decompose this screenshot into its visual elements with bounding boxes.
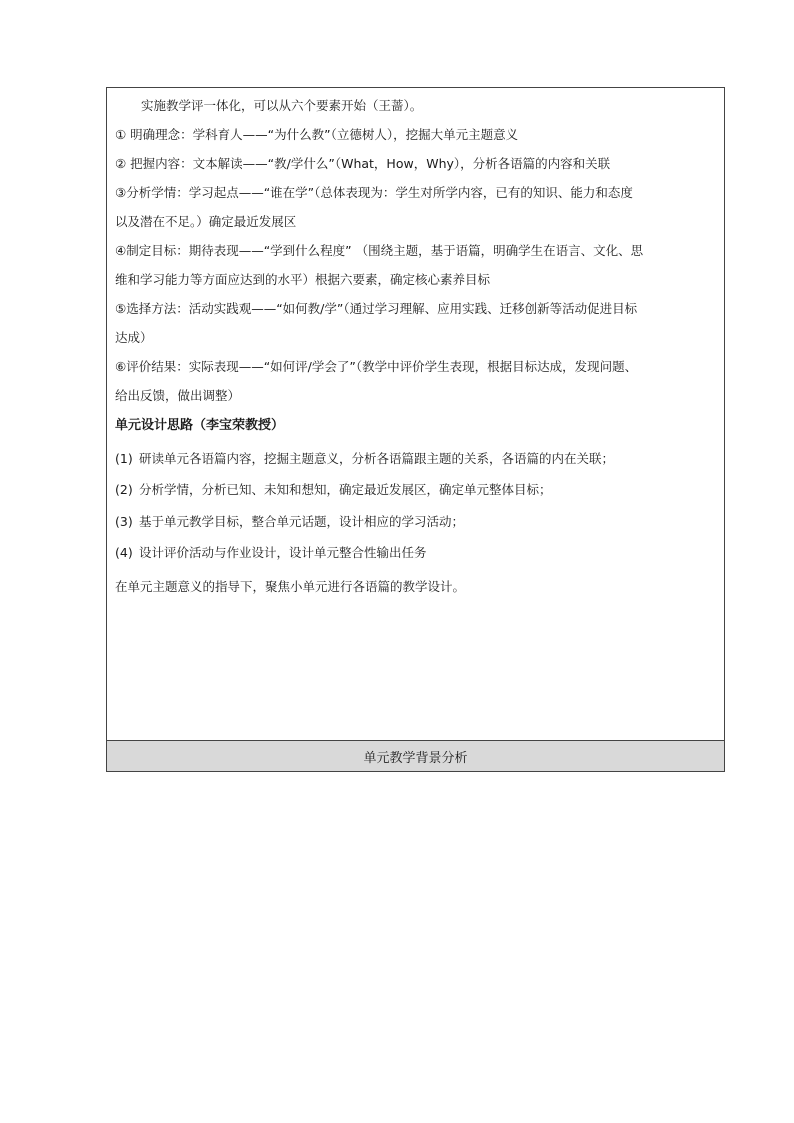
design-step [115, 545, 427, 561]
step-text: 设计评价活动与作业设计，设计单元整合性输出任务 [139, 545, 427, 560]
section-footer-label: 单元教学背景分析 [107, 740, 724, 771]
step-number: (3) [115, 514, 133, 529]
design-step [115, 451, 614, 467]
design-step [115, 482, 552, 498]
element-line-3-cont: 以及潜在不足。）确定最近发展区 [115, 214, 297, 229]
element-line-6-cont: 给出反馈，做出调整） [115, 388, 241, 403]
design-step [115, 514, 464, 530]
element-line-4: ④制定目标：期待表现——“学到什么程度” （围绕主题，基于语篇，明确学生在语言、文化、思 [115, 243, 644, 258]
element-line-6: ⑥评价结果：实际表现——“如何评/学会了”（教学中评价学生表现，根据目标达成，发现问题、 [115, 359, 638, 374]
design-heading: 单元设计思路（李宝荣教授） [115, 418, 285, 433]
step-text: 分析学情，分析已知、未知和想知，确定最近发展区，确定单元整体目标； [139, 482, 552, 497]
element-line-5-cont: 达成） [115, 330, 153, 345]
element-line-4-cont: 维和学习能力等方面应达到的水平）根据六要素，确定核心素养目标 [115, 272, 491, 287]
element-line-3: ③分析学情：学习起点——“谁在学”（总体表现为：学生对所学内容，已有的知识、能力和态度 [115, 185, 633, 200]
element-line-1: ① 明确理念：学科育人——“为什么教”（立德树人），挖掘大单元主题意义 [115, 127, 519, 142]
content-table [106, 87, 725, 772]
step-text: 基于单元教学目标，整合单元话题，设计相应的学习活动； [139, 514, 465, 529]
design-summary: 在单元主题意义的指导下，聚焦小单元进行各语篇的教学设计。 [115, 579, 466, 594]
element-line-2: ② 把握内容：文本解读——“教/学什么”（What，How，Why），分析各语篇的内容和关联 [115, 156, 611, 171]
element-line-5: ⑤选择方法：活动实践观——“如何教/学”（通过学习理解、应用实践、迁移创新等活动促进目标 [115, 301, 638, 316]
step-number: (4) [115, 545, 133, 560]
step-text: 研读单元各语篇内容，挖掘主题意义，分析各语篇跟主题的关系，各语篇的内在关联； [139, 451, 615, 466]
step-number: (2) [115, 482, 133, 497]
intro-text: 实施教学评一体化，可以从六个要素开始（王蔷）。 [141, 98, 423, 113]
step-number: (1) [115, 451, 133, 466]
